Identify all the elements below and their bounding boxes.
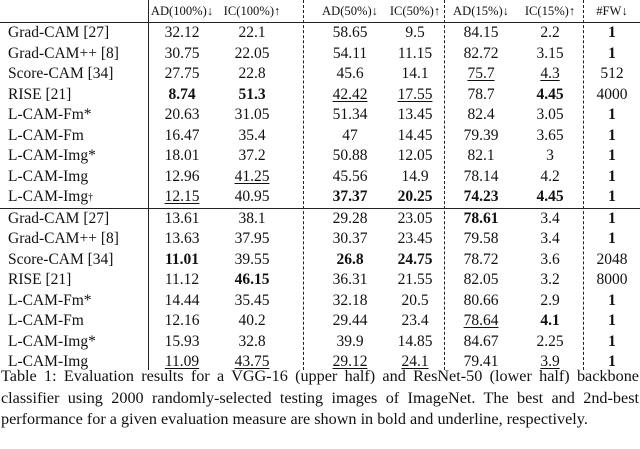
value-text: 14.85 — [397, 332, 433, 350]
value-cell — [212, 311, 292, 332]
value-cell — [212, 209, 292, 230]
column-header: #FW↓ — [596, 3, 628, 18]
value-text: 1 — [608, 291, 616, 309]
value-text: 4.1 — [540, 312, 560, 330]
value-cell — [212, 229, 292, 250]
value-text: 512 — [600, 65, 624, 83]
value-text: 38.1 — [238, 209, 266, 227]
method-label: Score-CAM [34] — [8, 65, 114, 83]
value-cell — [142, 250, 222, 271]
value-text: 40.2 — [238, 312, 266, 330]
table-row — [0, 187, 640, 208]
value-text: 36.31 — [332, 271, 368, 289]
value-cell — [572, 126, 640, 147]
value-text: 78.64 — [463, 312, 499, 330]
value-text: 4.2 — [540, 167, 560, 185]
value-text: 41.25 — [234, 167, 270, 185]
value-cell — [441, 146, 521, 167]
method-label: L-CAM-Fm* — [8, 106, 92, 124]
value-cell — [441, 23, 521, 44]
value-cell — [441, 64, 521, 85]
value-text: 30.37 — [332, 230, 368, 248]
value-cell — [142, 85, 222, 106]
value-text: 13.45 — [397, 106, 433, 124]
value-text: 45.56 — [332, 167, 368, 185]
value-cell — [441, 105, 521, 126]
value-text: 1 — [608, 147, 616, 165]
value-cell — [142, 126, 222, 147]
value-text: 20.25 — [397, 188, 433, 206]
value-text: 23.05 — [397, 209, 433, 227]
table-row — [0, 291, 640, 312]
value-text: 29.12 — [332, 353, 368, 371]
value-text: 2.2 — [540, 24, 560, 42]
value-text: 8000 — [596, 271, 628, 289]
value-text: 3.15 — [536, 44, 564, 62]
value-cell — [142, 209, 222, 230]
value-cell — [441, 311, 521, 332]
value-text: 12.16 — [164, 312, 200, 330]
value-text: 14.44 — [164, 291, 200, 309]
value-text: 1 — [608, 209, 616, 227]
value-cell — [212, 187, 292, 208]
value-text: 46.15 — [234, 271, 270, 289]
value-cell — [441, 229, 521, 250]
value-text: 14.9 — [401, 167, 429, 185]
value-text: 51.34 — [332, 106, 368, 124]
value-text: 79.58 — [463, 230, 499, 248]
value-text: 3.05 — [536, 106, 564, 124]
column-header: IC(15%)↑ — [524, 3, 576, 18]
value-text: 29.28 — [332, 209, 368, 227]
value-text: 27.75 — [164, 65, 200, 83]
value-text: 84.15 — [463, 24, 499, 42]
table-row — [0, 23, 640, 44]
value-cell — [441, 167, 521, 188]
value-text: 24.1 — [401, 353, 429, 371]
value-text: 20.63 — [164, 106, 200, 124]
value-text: 40.95 — [234, 188, 270, 206]
value-cell — [142, 291, 222, 312]
table-row — [0, 64, 640, 85]
value-text: 47 — [342, 126, 358, 144]
table-row — [0, 146, 640, 167]
value-text: 51.3 — [238, 85, 266, 103]
value-text: 43.75 — [234, 353, 270, 371]
value-cell — [572, 229, 640, 250]
value-text: 12.05 — [397, 147, 433, 165]
table-row — [0, 167, 640, 188]
value-cell — [142, 23, 222, 44]
value-text: 2.25 — [536, 332, 564, 350]
value-cell — [572, 167, 640, 188]
value-cell — [212, 291, 292, 312]
value-cell — [572, 146, 640, 167]
value-text: 4000 — [596, 85, 628, 103]
table-caption: Table 1: Evaluation results for a VGG-16 (upper half) and ResNet-50 (lower half) backbone classifier using 2000 randomly-selected testing images of ImageNet. The best and 2nd-best performance for a given evaluation measure are shown in bold and underline, respectively. — [1, 367, 639, 429]
value-cell — [142, 311, 222, 332]
column-header: AD(100%)↓ — [150, 3, 214, 18]
method-label: L-CAM-Img* — [8, 332, 96, 350]
value-cell — [572, 250, 640, 271]
value-text: 9.5 — [405, 24, 425, 42]
value-text: 24.75 — [397, 250, 433, 268]
method-label: Score-CAM [34] — [8, 250, 114, 268]
value-cell — [572, 44, 640, 65]
value-text: 54.11 — [332, 44, 368, 62]
value-cell — [142, 187, 222, 208]
value-text: 37.2 — [238, 147, 266, 165]
value-cell — [572, 209, 640, 230]
value-text: 11.15 — [397, 44, 433, 62]
value-text: 1 — [608, 312, 616, 330]
value-text: 22.8 — [238, 65, 266, 83]
value-text: 22.1 — [238, 24, 266, 42]
value-text: 37.95 — [234, 230, 270, 248]
value-cell — [212, 105, 292, 126]
value-text: 74.23 — [463, 188, 499, 206]
value-cell — [572, 291, 640, 312]
value-cell — [142, 270, 222, 291]
value-text: 45.6 — [336, 65, 364, 83]
table-row — [0, 44, 640, 65]
value-text: 4.45 — [536, 85, 564, 103]
value-text: 1 — [608, 353, 616, 371]
value-text: 8.74 — [168, 85, 196, 103]
method-label: RISE [21] — [8, 85, 72, 103]
column-header: AD(15%)↓ — [453, 3, 509, 18]
value-text: 82.4 — [467, 106, 495, 124]
value-text: 32.18 — [332, 291, 368, 309]
method-label: Grad-CAM++ [8] — [8, 230, 119, 248]
value-cell — [142, 64, 222, 85]
value-text: 17.55 — [397, 85, 433, 103]
value-text: 79.39 — [463, 126, 499, 144]
table-row — [0, 229, 640, 250]
table-row — [0, 250, 640, 271]
value-cell — [212, 126, 292, 147]
value-cell — [441, 332, 521, 353]
value-cell — [142, 229, 222, 250]
value-cell — [212, 250, 292, 271]
value-text: 13.63 — [164, 230, 200, 248]
method-label: Grad-CAM [27] — [8, 24, 110, 42]
value-text: 78.61 — [463, 209, 499, 227]
value-text: 35.4 — [238, 126, 266, 144]
value-cell — [212, 332, 292, 353]
value-cell — [142, 167, 222, 188]
method-label: L-CAM-Img — [8, 353, 89, 371]
value-text: 3.65 — [536, 126, 564, 144]
value-text: 1 — [608, 332, 616, 350]
value-cell — [441, 44, 521, 65]
value-text: 3.9 — [540, 353, 560, 371]
value-text: 58.65 — [332, 24, 368, 42]
value-text: 32.8 — [238, 332, 266, 350]
value-cell — [572, 270, 640, 291]
value-cell — [212, 23, 292, 44]
value-cell — [441, 270, 521, 291]
value-text: 78.14 — [463, 167, 499, 185]
column-header: IC(100%)↑ — [223, 3, 281, 18]
method-label: Grad-CAM++ [8] — [8, 44, 119, 62]
method-label: RISE [21] — [8, 271, 72, 289]
value-cell — [572, 85, 640, 106]
value-text: 84.67 — [463, 332, 499, 350]
value-text: 12.96 — [164, 167, 200, 185]
table-header — [0, 0, 640, 23]
value-cell — [572, 105, 640, 126]
value-cell — [142, 44, 222, 65]
value-cell — [212, 167, 292, 188]
value-cell — [212, 44, 292, 65]
value-text: 80.66 — [463, 291, 499, 309]
value-text: 82.72 — [463, 44, 499, 62]
value-text: 11.09 — [164, 353, 200, 371]
value-text: 16.47 — [164, 126, 200, 144]
value-text: 79.41 — [463, 353, 499, 371]
method-label: Grad-CAM [27] — [8, 209, 110, 227]
method-label: L-CAM-Img — [8, 167, 89, 185]
value-text: 3.6 — [540, 250, 560, 268]
value-cell — [441, 291, 521, 312]
value-text: 30.75 — [164, 44, 200, 62]
value-cell — [441, 209, 521, 230]
value-text: 1 — [608, 106, 616, 124]
value-text: 20.5 — [401, 291, 429, 309]
value-cell — [212, 270, 292, 291]
value-text: 29.44 — [332, 312, 368, 330]
value-cell — [212, 85, 292, 106]
value-cell — [142, 146, 222, 167]
value-cell — [572, 23, 640, 44]
value-text: 11.01 — [164, 250, 200, 268]
value-text: 15.93 — [164, 332, 200, 350]
table-row — [0, 126, 640, 147]
method-label: L-CAM-Fm* — [8, 291, 92, 309]
value-text: 22.05 — [234, 44, 270, 62]
table-row — [0, 208, 640, 230]
value-cell — [142, 332, 222, 353]
value-text: 32.12 — [164, 24, 200, 42]
value-text: 82.05 — [463, 271, 499, 289]
value-cell — [142, 105, 222, 126]
table-row — [0, 85, 640, 106]
value-text: 14.45 — [397, 126, 433, 144]
value-text: 78.7 — [467, 85, 495, 103]
value-text: 1 — [608, 126, 616, 144]
value-text: 82.1 — [467, 147, 495, 165]
value-text: 2048 — [596, 250, 628, 268]
column-header: IC(50%)↑ — [389, 3, 441, 18]
value-text: 75.7 — [467, 65, 495, 83]
value-cell — [441, 85, 521, 106]
value-text: 31.05 — [234, 106, 270, 124]
method-label: L-CAM-Img † — [8, 188, 94, 206]
method-label: L-CAM-Fm — [8, 312, 84, 330]
value-text: 1 — [608, 230, 616, 248]
value-text: 1 — [608, 44, 616, 62]
value-text: 37.37 — [332, 188, 368, 206]
value-text: 4.45 — [536, 188, 564, 206]
value-text: 50.88 — [332, 147, 368, 165]
value-text: 18.01 — [164, 147, 200, 165]
value-text: 23.4 — [401, 312, 429, 330]
value-cell — [441, 126, 521, 147]
value-text: 1 — [608, 188, 616, 206]
value-text: 4.3 — [540, 65, 560, 83]
value-text: 12.15 — [164, 188, 200, 206]
value-text: 39.55 — [234, 250, 270, 268]
value-text: 35.45 — [234, 291, 270, 309]
value-text: 3.4 — [540, 209, 560, 227]
value-text: 13.61 — [164, 209, 200, 227]
table-row — [0, 105, 640, 126]
value-cell — [572, 64, 640, 85]
value-cell — [212, 146, 292, 167]
value-text: 3 — [546, 147, 554, 165]
value-text: 11.12 — [164, 271, 200, 289]
table-row — [0, 311, 640, 332]
value-cell — [572, 311, 640, 332]
value-cell — [441, 187, 521, 208]
value-text: 2.9 — [540, 291, 560, 309]
value-text: 42.42 — [332, 85, 368, 103]
column-header: AD(50%)↓ — [322, 3, 378, 18]
value-text: 23.45 — [397, 230, 433, 248]
table-row — [0, 332, 640, 353]
method-label: L-CAM-Fm — [8, 126, 84, 144]
value-text: 3.2 — [540, 271, 560, 289]
value-text: 39.9 — [336, 332, 364, 350]
value-cell — [441, 250, 521, 271]
value-text: 3.4 — [540, 230, 560, 248]
value-cell — [572, 187, 640, 208]
value-cell — [572, 332, 640, 353]
value-text: 1 — [608, 167, 616, 185]
table-row — [0, 270, 640, 291]
value-text: 14.1 — [401, 65, 429, 83]
value-cell — [212, 64, 292, 85]
value-text: 1 — [608, 24, 616, 42]
value-text: 21.55 — [397, 271, 433, 289]
value-text: 78.72 — [463, 250, 499, 268]
method-label: L-CAM-Img* — [8, 147, 96, 165]
value-text: 26.8 — [336, 250, 364, 268]
